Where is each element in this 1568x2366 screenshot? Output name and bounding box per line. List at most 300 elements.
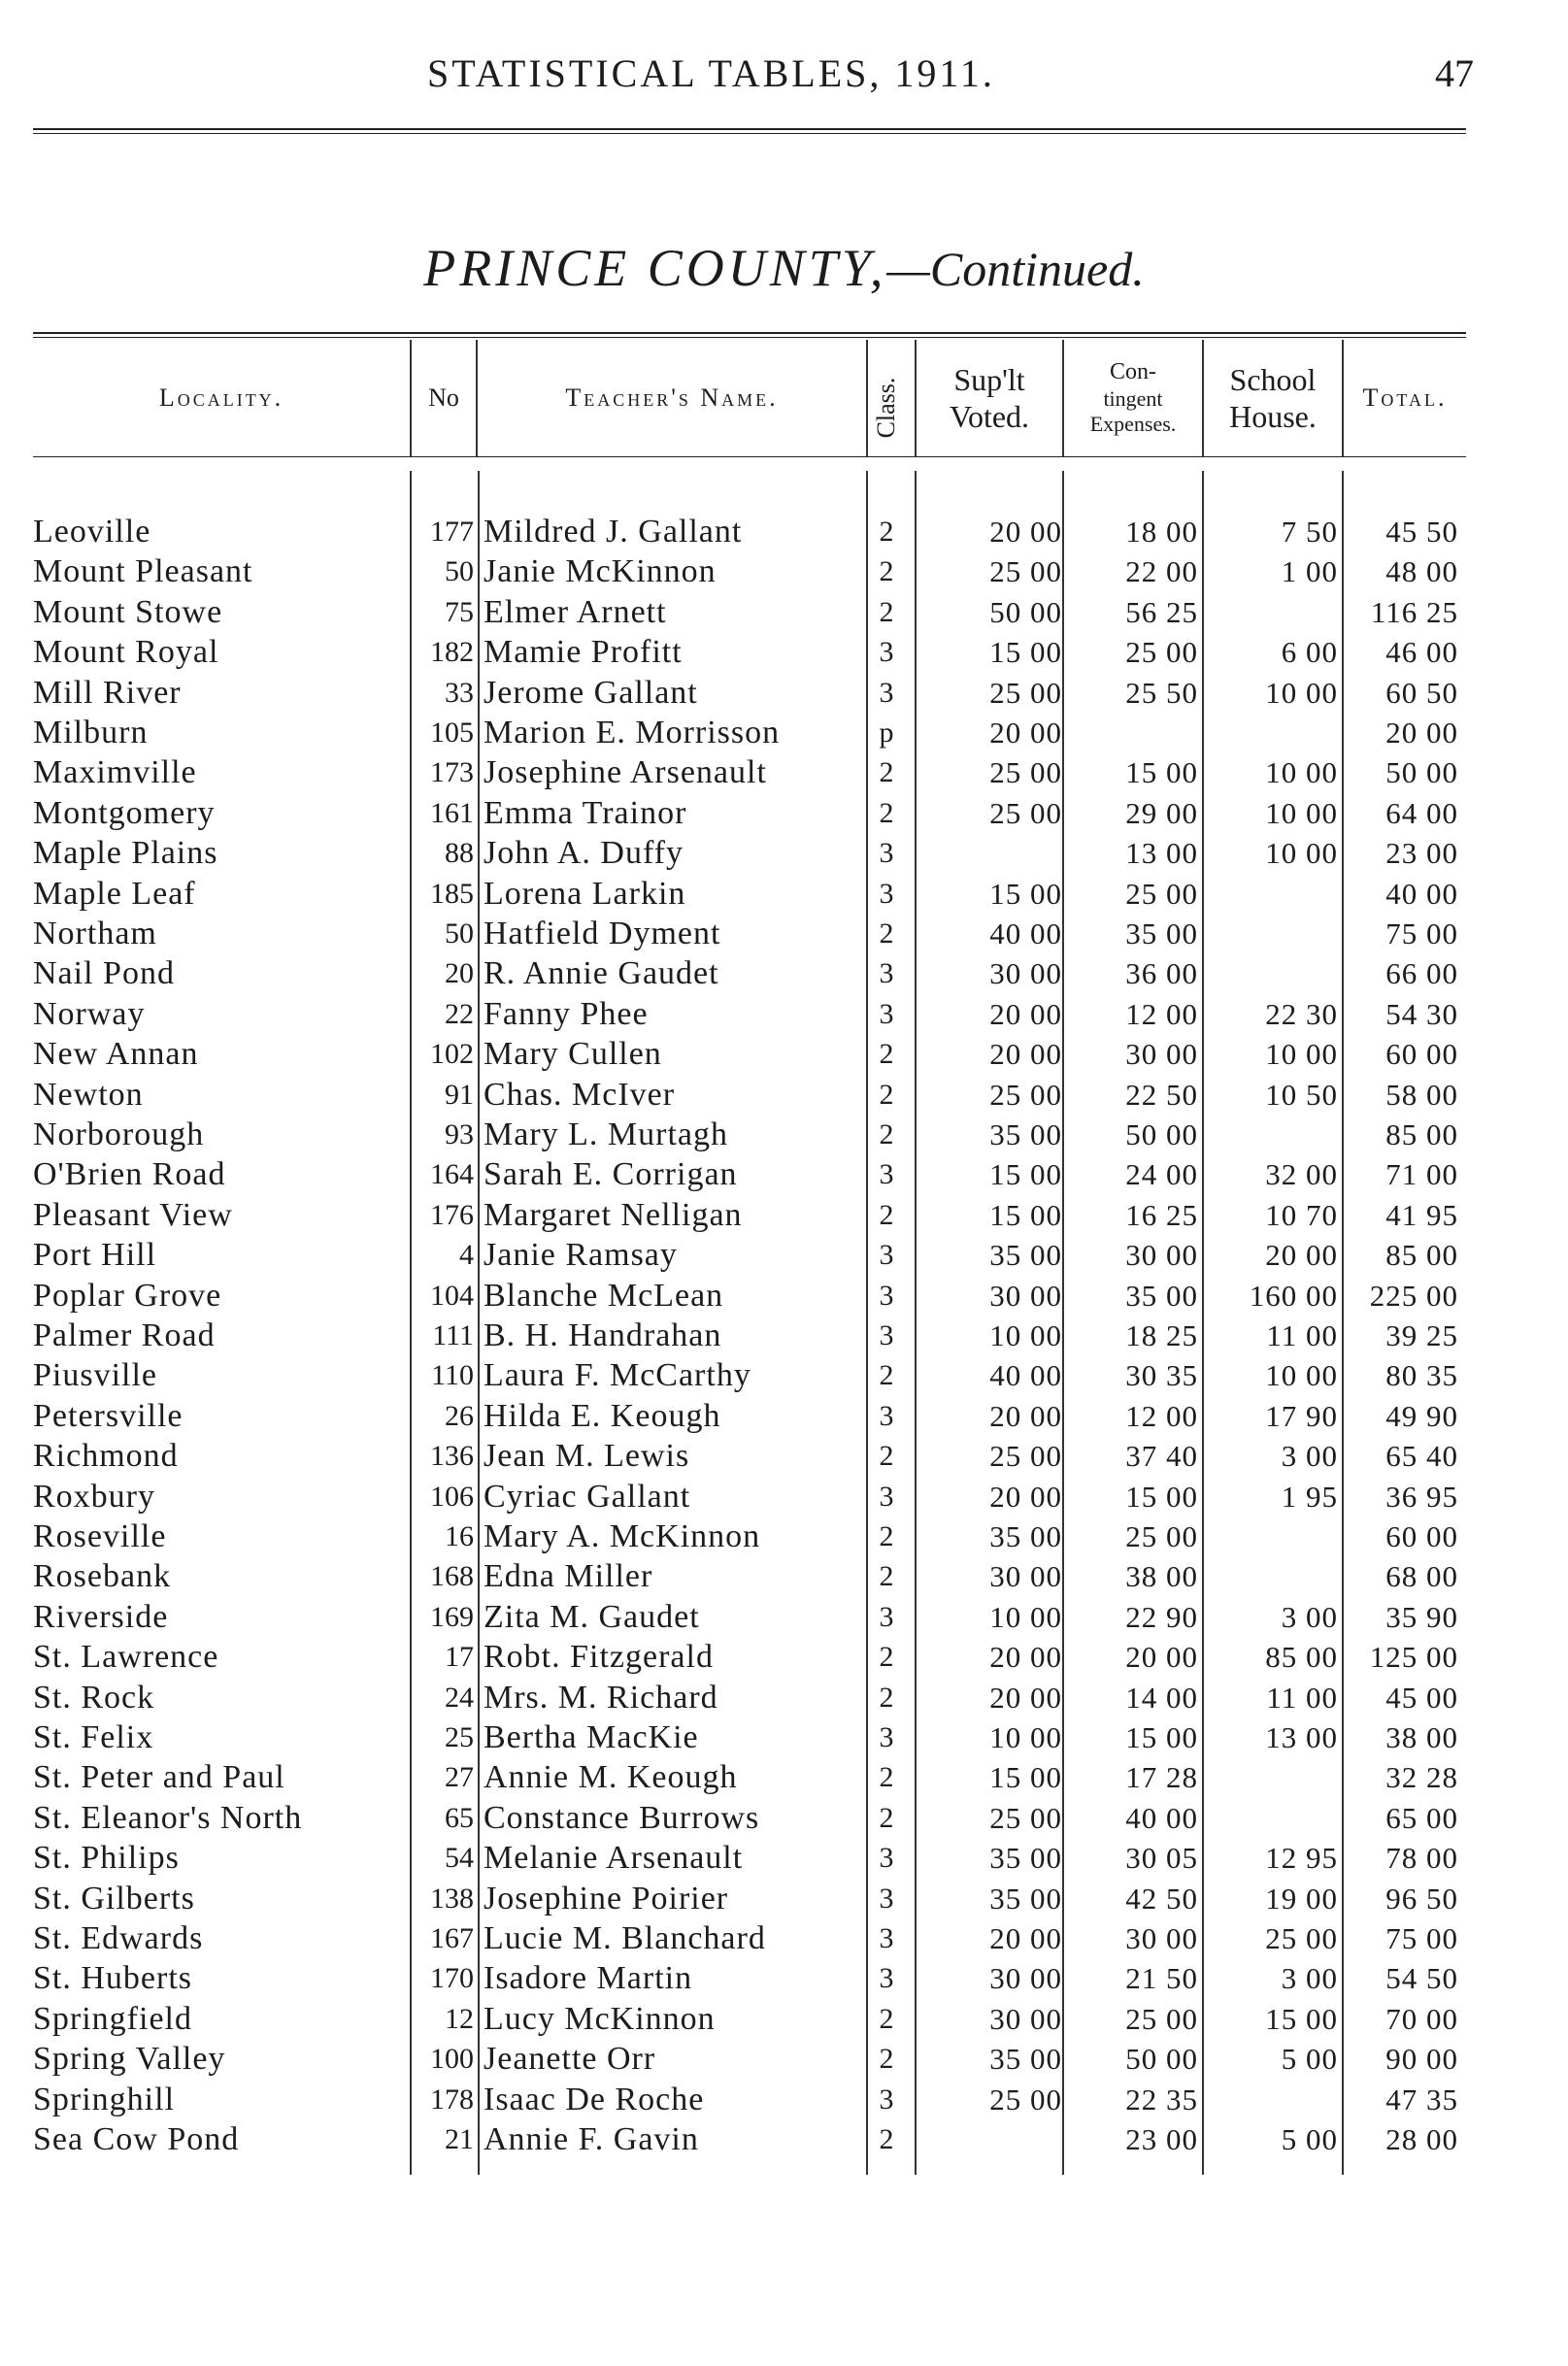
no-cell: 169 xyxy=(430,1600,474,1633)
contingent-expenses-cell: 50 00 xyxy=(1125,1117,1198,1151)
school-house-cell xyxy=(1204,953,1338,994)
total-cell: 28 00 xyxy=(1385,2122,1458,2156)
teacher-name-cell: Josephine Poirier xyxy=(484,1880,729,1916)
suplt-voted-cell: 50 00 xyxy=(989,594,1062,629)
no-cell: 33 xyxy=(445,676,474,709)
table-row xyxy=(0,1235,1568,1276)
locality-cell: St. Philips xyxy=(33,1840,180,1877)
total-cell: 45 50 xyxy=(1385,515,1458,549)
locality-cell: Northam xyxy=(33,916,157,951)
school-house-cell xyxy=(1204,914,1338,954)
school-house-cell: 20 00 xyxy=(1265,1238,1338,1273)
total-cell: 38 00 xyxy=(1385,1720,1458,1754)
class-cell: 2 xyxy=(879,917,894,950)
suplt-voted-cell: 25 00 xyxy=(989,554,1062,589)
contingent-expenses-cell: 40 00 xyxy=(1125,1800,1198,1835)
class-cell: 2 xyxy=(879,2123,894,2155)
teacher-name-cell: Constance Burrows xyxy=(484,1799,760,1836)
suplt-voted-cell: 20 00 xyxy=(989,515,1062,549)
suplt-voted-cell: 25 00 xyxy=(989,755,1062,790)
class-cell: 3 xyxy=(879,1279,894,1312)
header-school-line2: House. xyxy=(1229,399,1317,434)
no-cell: 185 xyxy=(430,877,474,910)
class-cell: 2 xyxy=(879,1560,894,1593)
locality-cell: St. Rock xyxy=(33,1679,155,1716)
suplt-voted-cell xyxy=(920,2119,1062,2160)
total-cell: 32 28 xyxy=(1385,1760,1458,1795)
no-cell: 177 xyxy=(430,516,474,548)
suplt-voted-cell: 30 00 xyxy=(989,1961,1062,1996)
teacher-name-cell: Cyriac Gallant xyxy=(484,1478,691,1515)
table-row xyxy=(0,1276,1568,1316)
page-number: 47 xyxy=(1435,51,1474,95)
contingent-expenses-cell: 56 25 xyxy=(1125,594,1198,629)
teacher-name-cell: Margaret Nelligan xyxy=(484,1196,743,1233)
contingent-expenses-cell: 25 00 xyxy=(1125,635,1198,670)
table-row xyxy=(0,793,1568,834)
no-cell: 91 xyxy=(445,1078,474,1111)
table-row xyxy=(0,1115,1568,1155)
no-cell: 173 xyxy=(430,756,474,789)
school-house-cell: 3 00 xyxy=(1281,1439,1338,1474)
locality-cell: St. Lawrence xyxy=(33,1639,219,1676)
header-rule xyxy=(33,128,1466,130)
contingent-expenses-cell: 38 00 xyxy=(1125,1559,1198,1594)
suplt-voted-cell: 20 00 xyxy=(989,716,1062,750)
locality-cell: Montgomery xyxy=(33,794,216,831)
class-cell: 3 xyxy=(879,837,894,870)
contingent-expenses-cell: 13 00 xyxy=(1125,836,1198,871)
total-cell: 75 00 xyxy=(1385,1921,1458,1955)
suplt-voted-cell: 30 00 xyxy=(989,956,1062,991)
school-house-cell xyxy=(1204,1556,1338,1597)
header-suplt-line2: Voted. xyxy=(949,399,1030,434)
no-cell: 75 xyxy=(445,595,474,628)
class-cell: 3 xyxy=(879,1962,894,1995)
suplt-voted-cell: 35 00 xyxy=(989,2042,1062,2077)
suplt-voted-cell: 15 00 xyxy=(989,635,1062,670)
table-row xyxy=(0,1678,1568,1718)
no-cell: 110 xyxy=(431,1359,474,1392)
table-row xyxy=(0,1075,1568,1116)
header-total: Total. xyxy=(1362,383,1448,413)
total-cell: 60 50 xyxy=(1385,675,1458,710)
no-cell: 21 xyxy=(445,2123,474,2155)
continued-label: —Continued. xyxy=(886,242,1145,296)
school-house-cell: 10 00 xyxy=(1265,1358,1338,1393)
locality-cell: Pleasant View xyxy=(33,1196,233,1233)
locality-cell: Nail Pond xyxy=(33,955,175,992)
teacher-name-cell: Janie McKinnon xyxy=(484,553,717,590)
school-house-cell: 160 00 xyxy=(1249,1278,1338,1313)
school-house-cell: 85 00 xyxy=(1265,1640,1338,1675)
class-cell: 2 xyxy=(879,2002,894,2035)
locality-cell: Maple Plains xyxy=(33,835,218,872)
suplt-voted-cell: 30 00 xyxy=(989,1559,1062,1594)
total-cell: 90 00 xyxy=(1385,2042,1458,2077)
locality-cell: Springhill xyxy=(33,2081,176,2117)
table-top-rule xyxy=(33,332,1466,334)
school-house-cell: 17 90 xyxy=(1265,1398,1338,1433)
school-house-cell: 11 00 xyxy=(1266,1318,1338,1352)
no-cell: 168 xyxy=(430,1560,474,1593)
class-cell: 3 xyxy=(879,1480,894,1513)
suplt-voted-cell: 15 00 xyxy=(989,1197,1062,1232)
suplt-voted-cell: 20 00 xyxy=(989,1640,1062,1675)
contingent-expenses-cell: 22 50 xyxy=(1125,1077,1198,1112)
class-cell: 3 xyxy=(879,1319,894,1351)
total-cell: 80 35 xyxy=(1385,1358,1458,1393)
suplt-voted-cell: 15 00 xyxy=(989,1760,1062,1795)
table-row xyxy=(0,1999,1568,2040)
no-cell: 65 xyxy=(445,1801,474,1834)
table-row xyxy=(0,2080,1568,2120)
school-house-cell: 13 00 xyxy=(1265,1720,1338,1754)
table-row xyxy=(0,874,1568,915)
class-cell: 2 xyxy=(879,555,894,588)
locality-cell: Norway xyxy=(33,995,146,1032)
no-cell: 25 xyxy=(445,1721,474,1753)
table-row xyxy=(0,512,1568,552)
class-cell: 2 xyxy=(879,516,894,548)
total-cell: 35 90 xyxy=(1385,1599,1458,1634)
no-cell: 54 xyxy=(445,1842,474,1875)
teacher-name-cell: R. Annie Gaudet xyxy=(484,955,719,992)
school-house-cell: 3 00 xyxy=(1281,1599,1338,1634)
total-cell: 45 00 xyxy=(1385,1680,1458,1715)
teacher-name-cell: Josephine Arsenault xyxy=(484,754,767,791)
school-house-cell: 10 00 xyxy=(1265,755,1338,790)
suplt-voted-cell xyxy=(920,833,1062,874)
locality-cell: St. Eleanor's North xyxy=(33,1799,303,1836)
contingent-expenses-cell xyxy=(1066,713,1198,753)
no-cell: 182 xyxy=(430,636,474,669)
contingent-expenses-cell: 24 00 xyxy=(1125,1157,1198,1192)
locality-cell: Roseville xyxy=(33,1518,167,1554)
class-cell: 2 xyxy=(879,1118,894,1150)
suplt-voted-cell: 35 00 xyxy=(989,1519,1062,1553)
school-house-cell: 10 00 xyxy=(1265,795,1338,830)
class-cell: 3 xyxy=(879,997,894,1030)
suplt-voted-cell: 35 00 xyxy=(989,1841,1062,1876)
contingent-expenses-cell: 15 00 xyxy=(1125,1720,1198,1754)
class-cell: 3 xyxy=(879,957,894,990)
total-cell: 66 00 xyxy=(1385,956,1458,991)
teacher-name-cell: Zita M. Gaudet xyxy=(484,1598,700,1635)
suplt-voted-cell: 20 00 xyxy=(989,1921,1062,1955)
section-title xyxy=(0,238,1568,298)
teacher-name-cell: Blanche McLean xyxy=(484,1277,724,1314)
contingent-expenses-cell: 22 00 xyxy=(1125,554,1198,589)
total-cell: 116 25 xyxy=(1370,594,1458,629)
teacher-name-cell: Chas. McIver xyxy=(484,1076,676,1113)
no-cell: 27 xyxy=(445,1761,474,1794)
class-cell: 2 xyxy=(879,1761,894,1794)
total-cell: 225 00 xyxy=(1369,1278,1458,1313)
total-cell: 64 00 xyxy=(1385,795,1458,830)
total-cell: 50 00 xyxy=(1385,755,1458,790)
table-row xyxy=(0,1597,1568,1638)
class-cell: 2 xyxy=(879,1440,894,1473)
locality-cell: Mount Stowe xyxy=(33,593,223,630)
total-cell: 20 00 xyxy=(1385,716,1458,750)
school-house-cell: 11 00 xyxy=(1266,1680,1338,1715)
locality-cell: Newton xyxy=(33,1076,144,1113)
locality-cell: Rosebank xyxy=(33,1558,172,1595)
class-cell: 2 xyxy=(879,1681,894,1714)
teacher-name-cell: Hatfield Dyment xyxy=(484,916,721,951)
teacher-name-cell: Fanny Phee xyxy=(484,995,649,1032)
table-row xyxy=(0,1316,1568,1356)
class-cell: 2 xyxy=(879,1078,894,1111)
total-cell: 85 00 xyxy=(1385,1117,1458,1151)
suplt-voted-cell: 25 00 xyxy=(989,1800,1062,1835)
teacher-name-cell: Jerome Gallant xyxy=(484,674,698,711)
table-row xyxy=(0,1879,1568,1919)
teacher-name-cell: Isaac De Roche xyxy=(484,2081,705,2117)
table-row xyxy=(0,1436,1568,1477)
total-cell: 78 00 xyxy=(1385,1841,1458,1876)
teacher-name-cell: Bertha MacKie xyxy=(484,1719,699,1755)
no-cell: 176 xyxy=(430,1198,474,1231)
table-row xyxy=(0,1838,1568,1879)
suplt-voted-cell: 40 00 xyxy=(989,916,1062,950)
contingent-expenses-cell: 12 00 xyxy=(1125,996,1198,1031)
locality-cell: St. Felix xyxy=(33,1719,154,1755)
total-cell: 41 95 xyxy=(1385,1197,1458,1232)
class-cell: 3 xyxy=(879,1922,894,1954)
locality-cell: New Annan xyxy=(33,1036,199,1073)
class-cell: p xyxy=(879,716,894,749)
locality-cell: St. Huberts xyxy=(33,1960,192,1997)
school-house-cell: 22 30 xyxy=(1265,996,1338,1031)
header-school-line1: School xyxy=(1229,361,1317,397)
locality-cell: Mill River xyxy=(33,674,182,711)
class-cell: 2 xyxy=(879,1641,894,1674)
no-cell: 22 xyxy=(445,997,474,1030)
contingent-expenses-cell: 15 00 xyxy=(1125,755,1198,790)
class-cell: 3 xyxy=(879,1158,894,1191)
table-header-rule xyxy=(33,456,1466,457)
total-cell: 48 00 xyxy=(1385,554,1458,589)
school-house-cell: 7 50 xyxy=(1281,515,1338,549)
class-cell: 3 xyxy=(879,877,894,910)
school-house-cell: 6 00 xyxy=(1281,635,1338,670)
teacher-name-cell: Annie M. Keough xyxy=(484,1759,738,1796)
table-row xyxy=(0,914,1568,954)
no-cell: 106 xyxy=(430,1480,474,1513)
no-cell: 50 xyxy=(445,555,474,588)
table-top-rule-thin xyxy=(33,337,1466,338)
contingent-expenses-cell: 15 00 xyxy=(1125,1479,1198,1514)
school-house-cell: 5 00 xyxy=(1281,2042,1338,2077)
header-contingent-line1: Con- xyxy=(1110,359,1156,385)
class-cell: 2 xyxy=(879,1198,894,1231)
table-row xyxy=(0,1154,1568,1195)
total-cell: 65 40 xyxy=(1385,1439,1458,1474)
no-cell: 164 xyxy=(430,1158,474,1191)
contingent-expenses-cell: 25 50 xyxy=(1125,675,1198,710)
total-cell: 71 00 xyxy=(1385,1157,1458,1192)
total-cell: 70 00 xyxy=(1385,2001,1458,2036)
teacher-name-cell: Lucy McKinnon xyxy=(484,2000,716,2037)
no-cell: 104 xyxy=(430,1279,474,1312)
header-contingent-line3: Expenses. xyxy=(1089,412,1177,437)
table-row xyxy=(0,592,1568,633)
class-cell: 2 xyxy=(879,1038,894,1071)
school-house-cell xyxy=(1204,592,1338,633)
teacher-name-cell: Isadore Martin xyxy=(484,1960,693,1997)
contingent-expenses-cell: 20 00 xyxy=(1125,1640,1198,1675)
locality-cell: Riverside xyxy=(33,1598,169,1635)
locality-cell: Piusville xyxy=(33,1357,158,1394)
school-house-cell: 15 00 xyxy=(1265,2001,1338,2036)
header-class xyxy=(867,369,906,447)
total-cell: 54 30 xyxy=(1385,996,1458,1031)
header-class-label: Class. xyxy=(872,377,900,439)
table-row xyxy=(0,632,1568,673)
suplt-voted-cell: 30 00 xyxy=(989,2001,1062,2036)
school-house-cell xyxy=(1204,874,1338,915)
school-house-cell: 3 00 xyxy=(1281,1961,1338,1996)
table-row xyxy=(0,2039,1568,2080)
locality-cell: Port Hill xyxy=(33,1237,157,1274)
total-cell: 75 00 xyxy=(1385,916,1458,950)
class-cell: 3 xyxy=(879,1600,894,1633)
no-cell: 136 xyxy=(430,1440,474,1473)
total-cell: 40 00 xyxy=(1385,876,1458,911)
suplt-voted-cell: 20 00 xyxy=(989,1398,1062,1433)
class-cell: 3 xyxy=(879,1399,894,1432)
total-cell: 96 50 xyxy=(1385,1881,1458,1916)
contingent-expenses-cell: 18 25 xyxy=(1125,1318,1198,1352)
no-cell: 93 xyxy=(445,1118,474,1150)
table-row xyxy=(0,713,1568,753)
class-cell: 3 xyxy=(879,676,894,709)
table-row xyxy=(0,752,1568,793)
no-cell: 102 xyxy=(430,1038,474,1071)
contingent-expenses-cell: 25 00 xyxy=(1125,1519,1198,1553)
school-house-cell: 10 00 xyxy=(1265,675,1338,710)
total-cell: 60 00 xyxy=(1385,1519,1458,1553)
contingent-expenses-cell: 29 00 xyxy=(1125,795,1198,830)
teacher-name-cell: Edna Miller xyxy=(484,1558,653,1595)
teacher-name-cell: Melanie Arsenault xyxy=(484,1840,744,1877)
contingent-expenses-cell: 23 00 xyxy=(1125,2122,1198,2156)
school-house-cell: 25 00 xyxy=(1265,1921,1338,1955)
contingent-expenses-cell: 30 35 xyxy=(1125,1358,1198,1393)
locality-cell: O'Brien Road xyxy=(33,1156,226,1193)
contingent-expenses-cell: 25 00 xyxy=(1125,2001,1198,2036)
contingent-expenses-cell: 16 25 xyxy=(1125,1197,1198,1232)
no-cell: 111 xyxy=(432,1319,474,1351)
locality-cell: Mount Pleasant xyxy=(33,553,253,590)
total-cell: 49 90 xyxy=(1385,1398,1458,1433)
locality-cell: Poplar Grove xyxy=(33,1277,222,1314)
table-row xyxy=(0,1637,1568,1678)
contingent-expenses-cell: 12 00 xyxy=(1125,1398,1198,1433)
total-cell: 47 35 xyxy=(1385,2082,1458,2116)
school-house-cell: 10 00 xyxy=(1265,1037,1338,1072)
school-house-cell: 1 95 xyxy=(1281,1479,1338,1514)
suplt-voted-cell: 25 00 xyxy=(989,1077,1062,1112)
class-cell: 2 xyxy=(879,796,894,829)
table-row xyxy=(0,551,1568,592)
school-house-cell: 12 95 xyxy=(1265,1841,1338,1876)
table-row xyxy=(0,833,1568,874)
header-locality: Locality. xyxy=(158,383,284,413)
running-title: STATISTICAL TABLES, 1911. xyxy=(427,51,995,95)
school-house-cell: 10 00 xyxy=(1265,836,1338,871)
school-house-cell xyxy=(1204,2080,1338,2120)
suplt-voted-cell: 35 00 xyxy=(989,1881,1062,1916)
school-house-cell: 10 50 xyxy=(1265,1077,1338,1112)
table-row xyxy=(0,1477,1568,1517)
teacher-name-cell: Hilda E. Keough xyxy=(484,1397,721,1434)
no-cell: 17 xyxy=(445,1641,474,1674)
locality-cell: Maple Leaf xyxy=(33,875,196,912)
locality-cell: Roxbury xyxy=(33,1478,155,1515)
no-cell: 178 xyxy=(430,2083,474,2116)
header-contingent xyxy=(1064,345,1202,451)
teacher-name-cell: Elmer Arnett xyxy=(484,593,667,630)
locality-cell: Mount Royal xyxy=(33,634,219,671)
total-cell: 36 95 xyxy=(1385,1479,1458,1514)
teacher-name-cell: Mamie Profitt xyxy=(484,634,683,671)
contingent-expenses-cell: 30 00 xyxy=(1125,1037,1198,1072)
school-house-cell: 32 00 xyxy=(1265,1157,1338,1192)
no-cell: 100 xyxy=(430,2043,474,2076)
class-cell: 2 xyxy=(879,2043,894,2076)
teacher-name-cell: Emma Trainor xyxy=(484,794,687,831)
class-cell: 2 xyxy=(879,1520,894,1552)
locality-cell: Richmond xyxy=(33,1438,179,1475)
contingent-expenses-cell: 22 90 xyxy=(1125,1599,1198,1634)
contingent-expenses-cell: 35 00 xyxy=(1125,1278,1198,1313)
table-row xyxy=(0,1556,1568,1597)
table-row xyxy=(0,953,1568,994)
total-cell: 54 50 xyxy=(1385,1961,1458,1996)
contingent-expenses-cell: 36 00 xyxy=(1125,956,1198,991)
class-cell: 3 xyxy=(879,636,894,669)
teacher-name-cell: Sarah E. Corrigan xyxy=(484,1156,738,1193)
table-row xyxy=(0,1918,1568,1959)
suplt-voted-cell: 40 00 xyxy=(989,1358,1062,1393)
locality-cell: Leoville xyxy=(33,514,151,550)
teacher-name-cell: Janie Ramsay xyxy=(484,1237,678,1274)
teacher-name-cell: B. H. Handrahan xyxy=(484,1317,722,1353)
suplt-voted-cell: 30 00 xyxy=(989,1278,1062,1313)
total-cell: 39 25 xyxy=(1385,1318,1458,1352)
contingent-expenses-cell: 50 00 xyxy=(1125,2042,1198,2077)
teacher-name-cell: John A. Duffy xyxy=(484,835,684,872)
class-cell: 2 xyxy=(879,1359,894,1392)
table-row xyxy=(0,1717,1568,1758)
suplt-voted-cell: 10 00 xyxy=(989,1318,1062,1352)
table-row xyxy=(0,1958,1568,1999)
school-house-cell xyxy=(1204,1798,1338,1839)
no-cell: 4 xyxy=(459,1239,474,1272)
table-row xyxy=(0,1195,1568,1236)
county-name: PRINCE COUNTY, xyxy=(423,239,887,297)
school-house-cell xyxy=(1204,713,1338,753)
contingent-expenses-cell: 37 40 xyxy=(1125,1439,1198,1474)
table-row xyxy=(0,673,1568,714)
header-no: No xyxy=(428,383,459,413)
class-cell: 3 xyxy=(879,1721,894,1753)
contingent-expenses-cell: 30 00 xyxy=(1125,1921,1198,1955)
class-cell: 3 xyxy=(879,1842,894,1875)
